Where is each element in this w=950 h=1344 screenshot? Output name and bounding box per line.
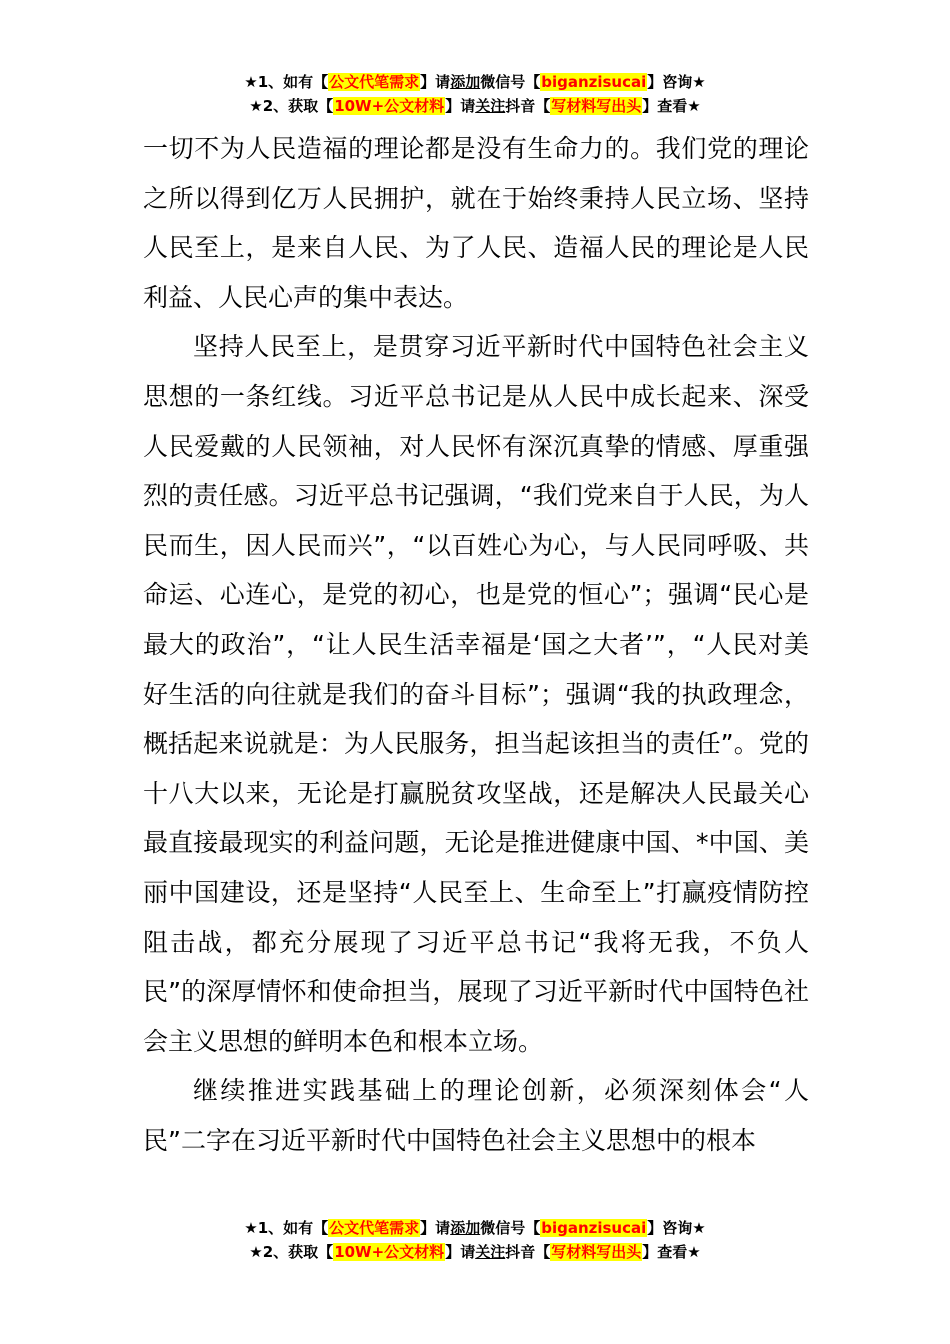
header-line-2-mid2: 抖音【 bbox=[505, 97, 551, 115]
header-line-1-mid1: 】请 bbox=[420, 73, 451, 91]
header-wechat-id: biganzisucai bbox=[541, 73, 647, 91]
footer-douyin-account: 写材料写出头 bbox=[551, 1243, 642, 1261]
header-line-2-prefix: ★2、获取【 bbox=[249, 97, 334, 115]
paragraph-1: 一切不为人民造福的理论都是没有生命力的。我们党的理论之所以得到亿万人民拥护，就在于始终秉持人民立场、坚持人民至上，是来自人民、为了人民、造福人民的理论是人民利益、人民心声的集中表达。 bbox=[143, 134, 809, 312]
header-line-2 bbox=[0, 94, 950, 118]
footer-banner bbox=[0, 1216, 950, 1264]
header-follow-underlined: 关注 bbox=[475, 97, 506, 115]
footer-line-2-mid1: 】请 bbox=[445, 1243, 476, 1261]
footer-line-2-mid2: 抖音【 bbox=[505, 1243, 551, 1261]
footer-line-1-mid1: 】请 bbox=[420, 1219, 451, 1237]
header-materials-highlight: 10W+公文材料 bbox=[334, 97, 445, 115]
footer-line-1-prefix: ★1、如有【 bbox=[244, 1219, 329, 1237]
footer-service-highlight: 公文代笔需求 bbox=[329, 1219, 420, 1237]
header-banner bbox=[0, 70, 950, 118]
footer-line-2 bbox=[0, 1240, 950, 1264]
paragraph-3: 继续推进实践基础上的理论创新，必须深刻体会“人民”二字在习近平新时代中国特色社会主义思想中的根本 bbox=[143, 1076, 809, 1155]
header-line-2-mid1: 】请 bbox=[445, 97, 476, 115]
paragraph-2: 坚持人民至上，是贯穿习近平新时代中国特色社会主义思想的一条红线。习近平总书记是从人民中成长起来、深受人民爱戴的人民领袖，对人民怀有深沉真挚的情感、厚重强烈的责任感。习近平总书记强调，“我们党来自于人民，为人民而生，因人民而兴”，“以百姓心为心，与人民同呼吸、共命运、心连心，是党的初心，也是党的恒心”；强调“民心是最大的政治”，“让人民生活幸福是‘国之大者’”，“人民对美好生活的向往就是我们的奋斗目标”；强调“我的执政理念，概括起来说就是：为人民服务，担当起该担当的责任”。党的十八大以来，无论是打赢脱贫攻坚战，还是解决人民最关心最直接最现实的利益问题，无论是推进健康中国、*中国、美丽中国建设，还是坚持“人民至上、生命至上”打赢疫情防控阻击战，都充分展现了习近平总书记“我将无我，不负人民”的深厚情怀和使命担当，展现了习近平新时代中国特色社会主义思想的鲜明本色和根本立场。 bbox=[143, 332, 809, 1056]
footer-line-1-suffix: 】咨询★ bbox=[647, 1219, 706, 1237]
footer-line-2-suffix: 】查看★ bbox=[642, 1243, 701, 1261]
header-service-highlight: 公文代笔需求 bbox=[329, 73, 420, 91]
header-add-underlined: 添加 bbox=[450, 73, 481, 91]
header-line-1-mid2: 微信号【 bbox=[480, 73, 541, 91]
footer-materials-highlight: 10W+公文材料 bbox=[334, 1243, 445, 1261]
footer-wechat-id: biganzisucai bbox=[541, 1219, 647, 1237]
document-body bbox=[143, 124, 809, 1165]
footer-line-1-mid2: 微信号【 bbox=[480, 1219, 541, 1237]
header-line-1-prefix: ★1、如有【 bbox=[244, 73, 329, 91]
footer-add-underlined: 添加 bbox=[450, 1219, 481, 1237]
footer-line-1 bbox=[0, 1216, 950, 1240]
header-line-2-suffix: 】查看★ bbox=[642, 97, 701, 115]
header-line-1-suffix: 】咨询★ bbox=[647, 73, 706, 91]
header-douyin-account: 写材料写出头 bbox=[551, 97, 642, 115]
header-line-1 bbox=[0, 70, 950, 94]
footer-follow-underlined: 关注 bbox=[475, 1243, 506, 1261]
footer-line-2-prefix: ★2、获取【 bbox=[249, 1243, 334, 1261]
